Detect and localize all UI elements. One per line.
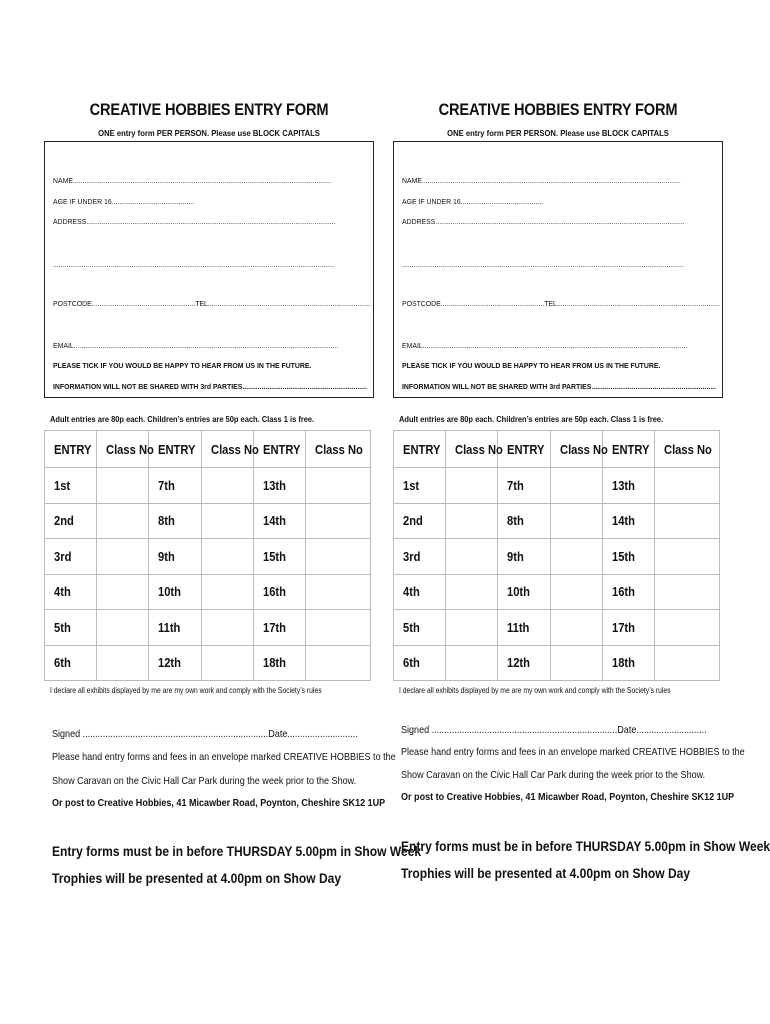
email-field[interactable]: EMAIL..........................................................................................................................................: [402, 341, 688, 350]
info-notice: INFORMATION WILL NOT BE SHARED WITH 3rd PARTIES.................................................................: [402, 382, 716, 391]
class-no-cell[interactable]: [97, 539, 149, 575]
post-address: Or post to Creative Hobbies, 41 Micawber Road, Poynton, Cheshire SK12 1UP: [52, 797, 386, 809]
entry-cell: 12th: [149, 645, 202, 681]
entry-cell: 15th: [603, 539, 655, 575]
signed-date-field[interactable]: Signed ..........................................................................Date............................: [401, 724, 707, 736]
table-row: [394, 468, 720, 504]
entry-cell: 10th: [498, 574, 551, 610]
entry-cell: 1st: [394, 468, 446, 504]
class-no-cell[interactable]: [97, 468, 149, 504]
entry-cell: 16th: [254, 574, 306, 610]
table-header-row: [45, 431, 371, 468]
entry-cell: 4th: [45, 574, 97, 610]
class-no-cell[interactable]: [97, 610, 149, 646]
address-field[interactable]: ADDRESS..................................................................................................................................: [53, 217, 336, 226]
entry-cell: 9th: [498, 539, 551, 575]
class-no-cell[interactable]: [306, 468, 371, 504]
table-row: [394, 574, 720, 610]
header-entry-2: ENTRY: [498, 431, 551, 468]
post-address: Or post to Creative Hobbies, 41 Micawber Road, Poynton, Cheshire SK12 1UP: [401, 791, 735, 803]
entry-cell: 17th: [603, 610, 655, 646]
instructions-line-1: Please hand entry forms and fees in an envelope marked CREATIVE HOBBIES to the: [52, 751, 396, 763]
table-header-row: [394, 431, 720, 468]
entry-cell: 11th: [498, 610, 551, 646]
class-no-cell[interactable]: [202, 539, 254, 575]
tick-notice[interactable]: PLEASE TICK IF YOU WOULD BE HAPPY TO HEAR FROM US IN THE FUTURE.: [53, 361, 312, 370]
entry-cell: 13th: [603, 468, 655, 504]
class-no-cell[interactable]: [551, 645, 603, 681]
entry-cell: 14th: [254, 503, 306, 539]
entry-cell: 9th: [149, 539, 202, 575]
class-no-cell[interactable]: [655, 503, 720, 539]
class-no-cell[interactable]: [551, 468, 603, 504]
entry-cell: 18th: [254, 645, 306, 681]
class-no-cell[interactable]: [551, 574, 603, 610]
class-no-cell[interactable]: [446, 574, 498, 610]
table-row: [45, 503, 371, 539]
details-box: [393, 141, 723, 398]
signed-date-field[interactable]: Signed ..........................................................................Date............................: [52, 728, 358, 740]
postcode-tel-field[interactable]: POSTCODE......................................................TEL.....................................................................................: [53, 299, 371, 308]
class-no-cell[interactable]: [306, 574, 371, 610]
header-entry-2: ENTRY: [149, 431, 202, 468]
form-subtitle: ONE entry form PER PERSON. Please use BLOCK CAPITALS: [447, 128, 669, 138]
address-field[interactable]: ADDRESS..................................................................................................................................: [402, 217, 685, 226]
declaration: I declare all exhibits displayed by me are my own work and comply with the Society’s rules: [399, 686, 671, 695]
class-no-cell[interactable]: [306, 539, 371, 575]
class-no-cell[interactable]: [446, 610, 498, 646]
class-no-cell[interactable]: [655, 539, 720, 575]
entry-cell: 3rd: [394, 539, 446, 575]
header-class-2: Class No: [551, 431, 603, 468]
entry-cell: 2nd: [394, 503, 446, 539]
deadline-notice: Entry forms must be in before THURSDAY 5.00pm in Show Week: [52, 843, 422, 859]
header-entry-1: ENTRY: [394, 431, 446, 468]
entry-cell: 10th: [149, 574, 202, 610]
class-no-cell[interactable]: [551, 610, 603, 646]
entry-cell: 16th: [603, 574, 655, 610]
instructions-line-1: Please hand entry forms and fees in an envelope marked CREATIVE HOBBIES to the: [401, 746, 745, 758]
class-no-cell[interactable]: [655, 468, 720, 504]
postcode-tel-field[interactable]: POSTCODE......................................................TEL.....................................................................................: [402, 299, 720, 308]
fees-note: Adult entries are 80p each. Children’s entries are 50p each. Class 1 is free.: [50, 414, 315, 424]
class-no-cell[interactable]: [202, 468, 254, 504]
class-no-cell[interactable]: [446, 645, 498, 681]
class-no-cell[interactable]: [202, 574, 254, 610]
entry-cell: 6th: [45, 645, 97, 681]
declaration: I declare all exhibits displayed by me are my own work and comply with the Society’s rules: [50, 686, 322, 695]
instructions-line-2: Show Caravan on the Civic Hall Car Park during the week prior to the Show.: [401, 769, 706, 781]
entry-cell: 15th: [254, 539, 306, 575]
header-class-3: Class No: [306, 431, 371, 468]
class-no-cell[interactable]: [655, 574, 720, 610]
table-row: [45, 539, 371, 575]
class-no-cell[interactable]: [551, 503, 603, 539]
class-no-cell[interactable]: [97, 645, 149, 681]
entry-cell: 7th: [498, 468, 551, 504]
class-no-cell[interactable]: [551, 539, 603, 575]
class-no-cell[interactable]: [446, 503, 498, 539]
class-no-cell[interactable]: [97, 574, 149, 610]
table-row: [394, 503, 720, 539]
class-no-cell[interactable]: [306, 610, 371, 646]
class-no-cell[interactable]: [202, 645, 254, 681]
instructions-line-2: Show Caravan on the Civic Hall Car Park during the week prior to the Show.: [52, 775, 357, 787]
table-row: [45, 610, 371, 646]
entries-table: [393, 430, 720, 681]
tick-notice[interactable]: PLEASE TICK IF YOU WOULD BE HAPPY TO HEAR FROM US IN THE FUTURE.: [402, 361, 661, 370]
class-no-cell[interactable]: [306, 645, 371, 681]
deadline-notice: Entry forms must be in before THURSDAY 5.00pm in Show Week: [401, 838, 770, 854]
class-no-cell[interactable]: [446, 539, 498, 575]
email-field[interactable]: EMAIL..........................................................................................................................................: [53, 341, 339, 350]
entry-cell: 5th: [394, 610, 446, 646]
table-row: [394, 645, 720, 681]
entry-cell: 8th: [149, 503, 202, 539]
class-no-cell[interactable]: [306, 503, 371, 539]
class-no-cell[interactable]: [655, 645, 720, 681]
header-entry-3: ENTRY: [254, 431, 306, 468]
name-field[interactable]: NAME.......................................................................................................................................: [53, 176, 332, 185]
trophies-notice: Trophies will be presented at 4.00pm on Show Day: [52, 870, 342, 886]
entry-cell: 1st: [45, 468, 97, 504]
name-field[interactable]: NAME.......................................................................................................................................: [402, 176, 681, 185]
class-no-cell[interactable]: [655, 610, 720, 646]
address-field-2[interactable]: ...................................................................................................................................................: [53, 260, 335, 269]
entry-cell: 17th: [254, 610, 306, 646]
header-entry-3: ENTRY: [603, 431, 655, 468]
entry-cell: 7th: [149, 468, 202, 504]
header-class-3: Class No: [655, 431, 720, 468]
form-title: CREATIVE HOBBIES ENTRY FORM: [438, 100, 678, 119]
class-no-cell[interactable]: [202, 610, 254, 646]
entry-cell: 12th: [498, 645, 551, 681]
table-row: [394, 610, 720, 646]
form-subtitle: ONE entry form PER PERSON. Please use BLOCK CAPITALS: [98, 128, 320, 138]
trophies-notice: Trophies will be presented at 4.00pm on Show Day: [401, 865, 691, 881]
entry-cell: 5th: [45, 610, 97, 646]
age-field[interactable]: AGE IF UNDER 16...........................................: [402, 197, 544, 206]
header-class-1: Class No: [446, 431, 498, 468]
class-no-cell[interactable]: [202, 503, 254, 539]
fees-note: Adult entries are 80p each. Children’s entries are 50p each. Class 1 is free.: [399, 414, 664, 424]
entry-cell: 14th: [603, 503, 655, 539]
header-entry-1: ENTRY: [45, 431, 97, 468]
entry-cell: 8th: [498, 503, 551, 539]
table-row: [45, 468, 371, 504]
form-title: CREATIVE HOBBIES ENTRY FORM: [89, 100, 329, 119]
entry-cell: 6th: [394, 645, 446, 681]
table-row: [45, 574, 371, 610]
entries-table: [44, 430, 371, 681]
info-notice: INFORMATION WILL NOT BE SHARED WITH 3rd PARTIES.................................................................: [53, 382, 367, 391]
entry-cell: 13th: [254, 468, 306, 504]
entry-cell: 3rd: [45, 539, 97, 575]
entry-cell: 2nd: [45, 503, 97, 539]
age-field[interactable]: AGE IF UNDER 16...........................................: [53, 197, 195, 206]
entry-cell: 4th: [394, 574, 446, 610]
header-class-1: Class No: [97, 431, 149, 468]
class-no-cell[interactable]: [97, 503, 149, 539]
entry-cell: 11th: [149, 610, 202, 646]
table-row: [394, 539, 720, 575]
details-box: [44, 141, 374, 398]
entry-cell: 18th: [603, 645, 655, 681]
class-no-cell[interactable]: [446, 468, 498, 504]
header-class-2: Class No: [202, 431, 254, 468]
table-row: [45, 645, 371, 681]
address-field-2[interactable]: ...................................................................................................................................................: [402, 260, 684, 269]
